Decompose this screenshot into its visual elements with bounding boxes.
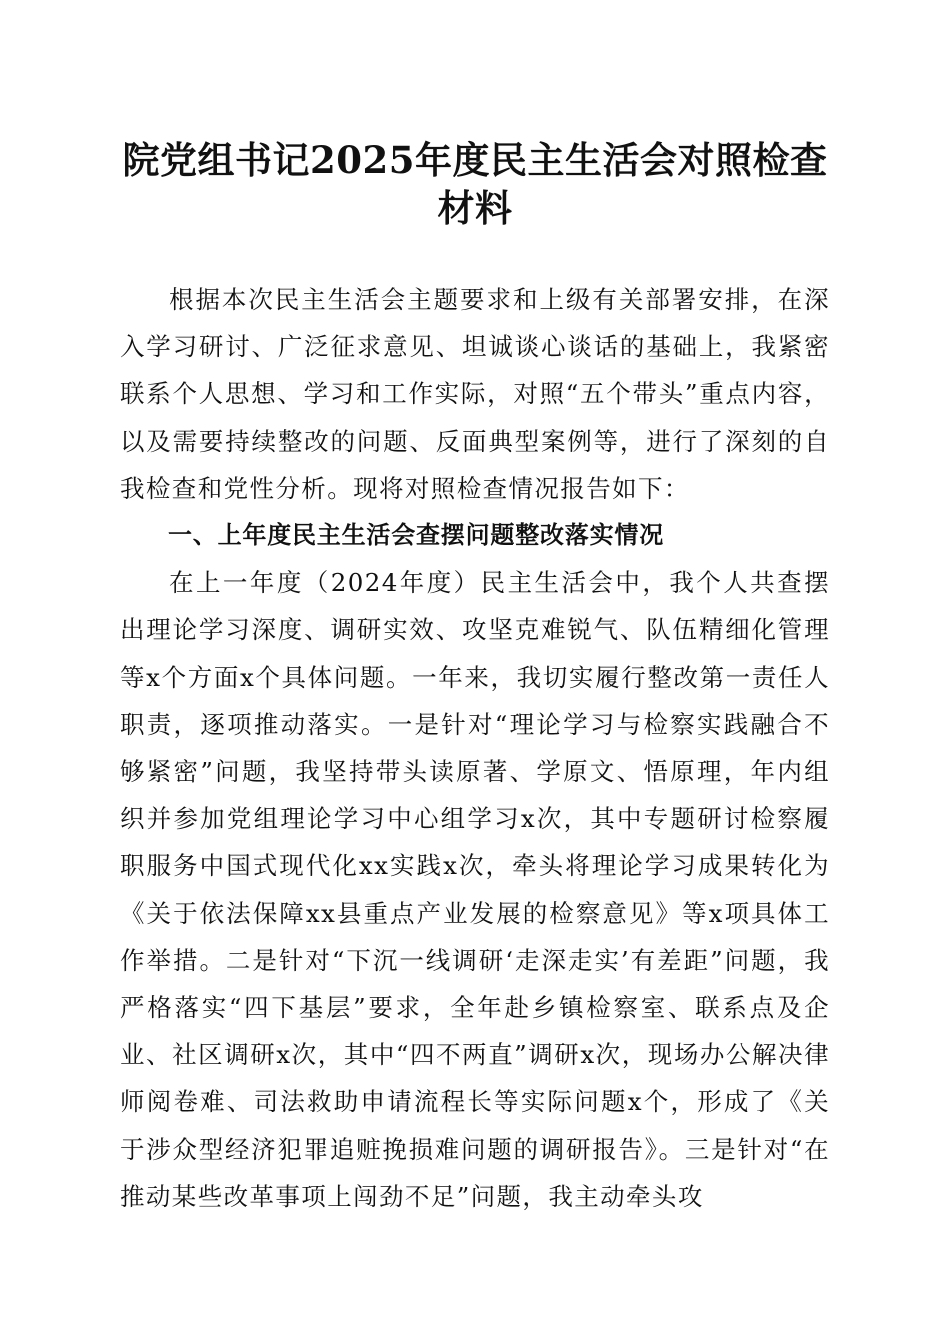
intro-paragraph: 根据本次民主生活会主题要求和上级有关部署安排，在深入学习研讨、广泛征求意见、坦诚谈心谈话的基础上，我紧密联系个人思想、学习和工作实际，对照“五个带头”重点内容，以及需要持续整改的问题、反面典型案例等，进行了深刻的自我检查和党性分析。现将对照检查情况报告如下：: [120, 285, 830, 503]
document-title: 院党组书记2025年度民主生活会对照检查材料: [122, 138, 828, 230]
section-heading: 一、上年度民主生活会查摆问题整改落实情况: [168, 521, 664, 550]
document-body: [120, 276, 830, 1220]
section-paragraph: 在上一年度（2024年度）民主生活会中，我个人共查摆出理论学习深度、调研实效、攻坚克难锐气、队伍精细化管理等x个方面x个具体问题。一年来，我切实履行整改第一责任人职责，逐项推动落实。一是针对“理论学习与检察实践融合不够紧密”问题，我坚持带头读原著、学原文、悟原理，年内组织并参加党组理论学习中心组学习x次，其中专题研讨检察履职服务中国式现代化xx实践x次，牵头将理论学习成果转化为《关于依法保障xx县重点产业发展的检察意见》等x项具体工作举措。二是针对“下沉一线调研‘走深走实’有差距”问题，我严格落实“四下基层”要求，全年赴乡镇检察室、联系点及企业、社区调研x次，其中“四不两直”调研x次，现场办公解决律师阅卷难、司法救助申请流程长等实际问题x个，形成了《关于涉众型经济犯罪追赃挽损难问题的调研报告》。三是针对“在推动某些改革事项上闯劲不足”问题，我主动牵头攻: [120, 568, 830, 1211]
